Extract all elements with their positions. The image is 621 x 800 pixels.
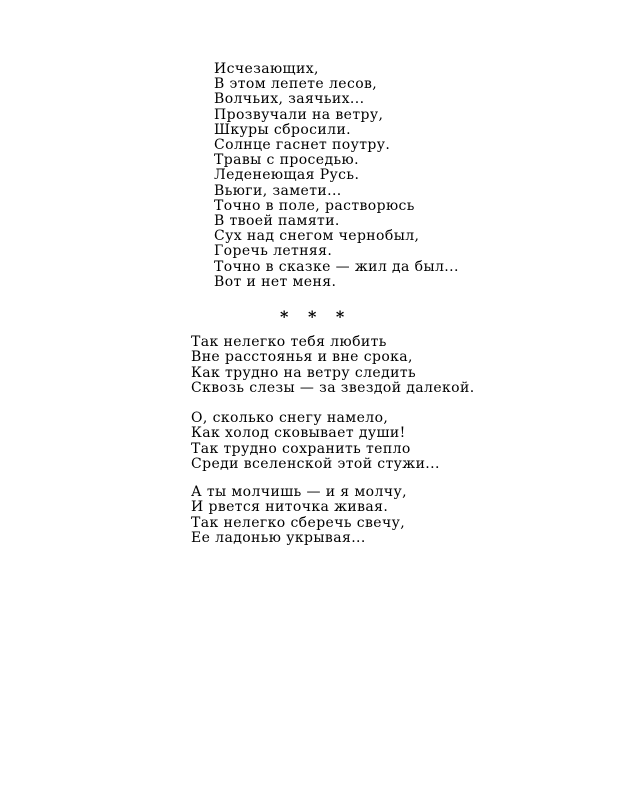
poem-line: Среди вселенской этой стужи...	[191, 455, 440, 472]
poem-line: Как холод сковывает души!	[191, 425, 406, 442]
poem-line: И рвется ниточка живая.	[191, 499, 389, 516]
section-divider: * * *	[280, 307, 352, 326]
poem-line: Точно в сказке — жил да был...	[214, 258, 459, 275]
poem-line: Прозвучали на ветру,	[214, 106, 384, 123]
poem-line: Ее ладонью укрывая...	[191, 529, 366, 546]
poem-line: Вот и нет меня.	[214, 273, 337, 290]
poem-line: Так нелегко тебя любить	[191, 334, 387, 350]
poem-line: Сух над снегом чернобыл,	[214, 228, 420, 245]
poem-line: В твоей памяти.	[214, 213, 340, 230]
poem-line: В этом лепете лесов,	[214, 76, 378, 93]
poem-line: Точно в поле, растворюсь	[214, 197, 415, 214]
poem-line: Волчьих, заячьих...	[214, 91, 365, 108]
poem-line: Сквозь слезы — за звездой далекой.	[191, 379, 475, 396]
poem-line: Горечь летняя.	[214, 243, 333, 260]
poem-line: Леденеющая Русь.	[214, 167, 360, 184]
poem-fragment	[214, 62, 459, 290]
poem-line: Шкуры сбросили.	[214, 121, 352, 138]
poem-line: Солнце гаснет поутру.	[214, 137, 391, 154]
poem-line: О, сколько снегу намело,	[191, 410, 389, 426]
poem-stanza-3	[191, 485, 407, 546]
poem-line: Травы с проседью.	[214, 152, 359, 169]
poem-line: Вне расстоянья и вне срока,	[191, 349, 413, 366]
poem-line: Так трудно сохранить тепло	[191, 440, 411, 457]
poem-stanza-1	[191, 335, 475, 396]
poem-stanza-2	[191, 411, 440, 472]
poem-line: Как трудно на ветру следить	[191, 364, 416, 381]
poem-line: А ты молчишь — и я молчу,	[191, 484, 407, 500]
poem-line: Так нелегко сберечь свечу,	[191, 514, 406, 531]
poem-line: Исчезающих,	[214, 61, 319, 77]
poem-line: Вьюги, замети...	[214, 182, 342, 199]
